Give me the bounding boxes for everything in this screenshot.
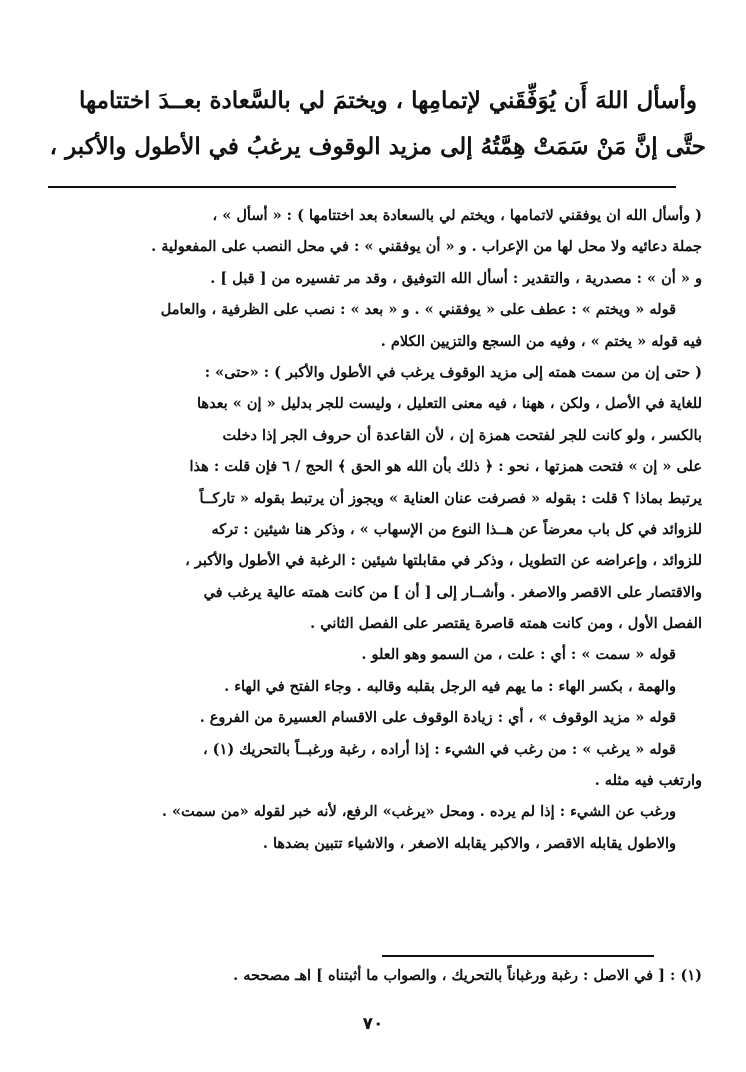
top-divider (48, 186, 676, 188)
commentary-line: للزوائد ، وإعراضه عن التطويل ، وذكر في مقابلتها شيئين : الرغبة في الأطول والأكبر ، (185, 552, 702, 570)
commentary-line: فيه قوله « يختم » ، وفيه من السجع والتزيين الكلام . (380, 332, 702, 350)
commentary-line: والاقتصار على الاقصر والاصغر . وأشــار إلى [ أن ] من كانت همته عالية يرغب في (203, 583, 702, 601)
commentary-line: بالكسر ، ولو كانت للجر لفتحت همزة إن ، لأن القاعدة أن حروف الجر إذا دخلت (222, 426, 702, 444)
commentary-line: قوله « يرغب » : من رغب في الشيء : إذا أراده ، رغبة ورغبــاً بالتحريك (١) ، (202, 740, 676, 758)
commentary-block (40, 200, 702, 859)
commentary-line: و « أن » : مصدرية ، والتقدير : أسأل الله التوفيق ، وقد مر تفسيره من [ قبل ] . (210, 269, 702, 287)
commentary-line: الفصل الأول ، ومن كانت همته قاصرة يقتصر على الفصل الثاني . (310, 615, 702, 633)
commentary-line: قوله « سمت » : أي : علت ، من السمو وهو العلو . (361, 646, 676, 664)
commentary-line: للزوائد في كل باب معرضاً عن هــذا النوع من الإسهاب » ، وذكر هنا شيئين : تركه (211, 520, 702, 538)
commentary-line: يرتبط بماذا ؟ قلت : بقوله « فصرفت عنان العناية » ويجوز أن يرتبط بقوله « تاركــاً (199, 489, 702, 507)
commentary-line: ( وأسأل الله ان يوفقني لاتمامها ، ويختم لي بالسعادة بعد اختتامها ) : « أسأل » ، (212, 207, 702, 224)
verse-line: وأسأل اللهَ أَن يُوَفِّقَني لإتمامِها ، ويختمَ لي بالسَّعادة بعــدَ اختتامها (79, 87, 697, 114)
commentary-line: للغاية في الأصل ، ولكن ، ههنا ، فيه معنى التعليل ، وليست للجر بدليل « إن » بعدها (197, 395, 702, 413)
page-number: ٧٠ (362, 1014, 384, 1034)
commentary-line: قوله « مزيد الوقوف » ، أي : زيادة الوقوف على الاقسام العسيرة من الفروع . (199, 709, 676, 727)
footnote-divider (382, 955, 654, 957)
commentary-line: والهمة ، بكسر الهاء : ما يهم فيه الرجل بقلبه وقالبه . وجاء الفتح في الهاء . (224, 677, 676, 695)
commentary-line: قوله « ويختم » : عطف على « يوفقني » . و « بعد » : نصب على الظرفية ، والعامل (160, 301, 676, 319)
verse-block (49, 78, 706, 170)
commentary-line: ورغب عن الشيء : إذا لم يرده . ومحل «يرغب» الرفع، لأنه خبر لقوله «من سمت» . (161, 803, 676, 821)
commentary-line: ( حتى إن من سمت همته إلى مزيد الوقوف يرغب في الأطول والأكبر ) : «حتى» : (204, 363, 702, 381)
verse-line: حتَّى إنَّ مَنْ سَمَتْ هِمَّتُهُ إلى مزيد الوقوف يرغبُ في الأطول والأكبر ، (49, 133, 706, 160)
commentary-line: على « إن » فتحت همزتها ، نحو : ﴿ ذلك بأن الله هو الحق ﴾ الحج / ٦ فإن قلت : هذا (189, 458, 702, 476)
commentary-line: وارتغب فيه مثله . (594, 772, 702, 790)
footnote: (١) : [ في الاصل : رغبة ورغباناً بالتحريك ، والصواب ما أثبتناه ] اهـ مصححه . (233, 967, 702, 984)
commentary-line: والاطول يقابله الاقصر ، والاكبر يقابله الاصغر ، والاشياء تتبين بضدها . (262, 834, 676, 852)
commentary-line: جملة دعائيه ولا محل لها من الإعراب . و « أن يوفقني » : في محل النصب على المفعولية . (151, 238, 702, 256)
